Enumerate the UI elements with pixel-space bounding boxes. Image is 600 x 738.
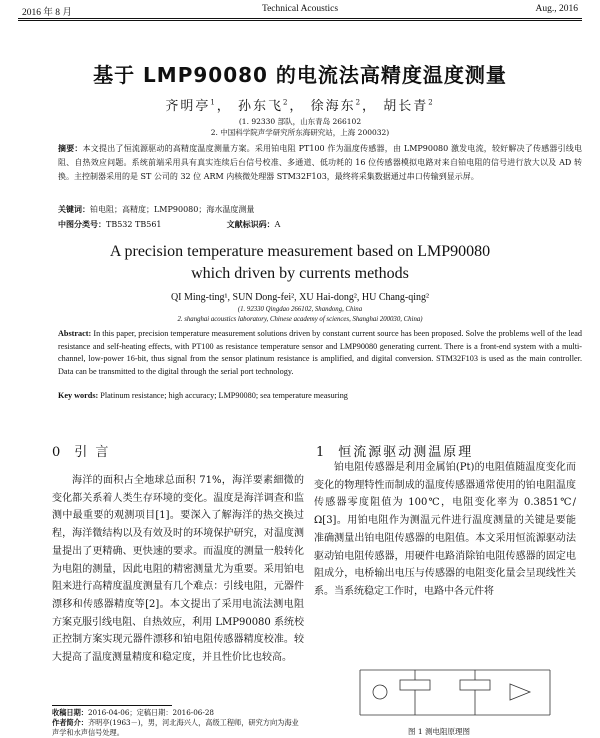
author-cn: 齐明亭 <box>165 99 211 114</box>
circuit-diagram <box>340 660 572 722</box>
header-month-en: Aug., 2016 <box>535 4 578 14</box>
author-cn: 徐海东 <box>310 99 356 114</box>
affiliation-en-2: 2. shanghai acoustics laboratory, Chinese academy of sciences, Shanghai 200030, China) <box>177 316 423 323</box>
header-journal: Technical Acoustics <box>261 4 339 14</box>
header-rule-thin <box>18 20 582 21</box>
footnote-rule <box>52 705 172 706</box>
header-rule <box>18 18 582 19</box>
current-source-symbol <box>373 685 387 699</box>
amplifier-symbol <box>510 684 530 700</box>
section-heading-principle: 1 恒流源驱动测温原理 <box>316 445 474 460</box>
affiliation-cn-1: (1. 92330 部队，山东青岛 266102 <box>238 117 362 126</box>
header-date: 2016 年 8 月 <box>22 8 72 18</box>
author-cn: 孙东飞 <box>237 99 283 114</box>
affiliation-cn-2: 2. 中国科学院声学研究所东海研究站，上海 200032) <box>210 128 390 137</box>
footnote: 收稿日期：2016-04-06；定稿日期：2016-06-28 作者简介：齐明亭(1963－)，男，河北海兴人，高级工程师，研究方向为海业声学和水声信号处理。 <box>52 708 299 737</box>
author-cn: 胡长青 <box>383 99 429 114</box>
authors-cn: 齐明亭$^1$， 孙东飞$^2$， 徐海东$^2$， 胡长青$^2$ <box>165 98 435 114</box>
section-heading-intro: 0 引 言 <box>52 445 111 460</box>
authors-en: QI Ming-ting¹, SUN Dong-fei², XU Hai-dong², HU Chang-qing² <box>170 292 430 303</box>
abstract-en: Abstract: In this paper, precision temperature measurement solutions driven by constant current source has been proposed. Solve the problems well of the lead resistance and self-heating effects, with PT100 as resistance temperature sensor and LMP90080 generating current. There is a front-end system with a multi-channel, low-power 16-bit, thus signal from the sensor platinum resistance is amplified, and digital conversion. STM32F103 is used as the main controller. Data can be transmitted to the digital through the serial port technology. <box>58 329 583 376</box>
page-title-en: A precision temperature measurement based on LMP90080 which driven by currents methods <box>109 243 491 282</box>
page-title-cn: 基于 LMP90080 的电流法高精度温度测量 <box>93 63 507 87</box>
principle-paragraph: 铂电阻传感器是利用金属铂(Pt)的电阻值随温度变化而变化的物理特性而制成的温度传感器通常使用的铂电阻温度传感器零度阻值为 100℃，电阻变化率为 0.3851℃/Ω[3]。用铂电阻作为测温元件进行温度测量的关键是要能准确测量出铂电阻传感器的电阻值。本文采用恒流源驱动法驱动铂电阻传感器，用硬件电路消除铂电阻传感器的固定电阻成分，电桥输出电压与传感器的电阻变化量会呈现线性关系。当系统稳定工作时，电路中各元件将 <box>314 462 576 597</box>
resistor-symbol <box>460 680 490 690</box>
keywords-en: Key words: Platinum resistance; high accuracy; LMP90080; sea temperature measuring <box>58 391 348 400</box>
abstract-cn: 摘要：本文提出了恒流源驱动的高精度温度测量方案。采用铂电阻 PT100 作为温度传感器，由 LMP90080 激发电流，较好解决了传感器引线电阻、自热效应问题。系统前端采用具有真实连续后台信号校准、多通道、低功耗的 16 位传感器模拟电路对来自铂电阻的信号进行放大以及 AD 转换。主控制器采用的是 ST 公司的 32 位 ARM 内核微处理器 STM32F103，最终将采集数据通过串口传输到显示屏。 <box>58 144 582 181</box>
affiliation-en-1: (1. 92330 Qingdao 266102, Shandong, China <box>237 306 363 313</box>
intro-paragraph: 海洋的面积占全地球总面积 71%，海洋要素細微的变化都关系着人类生存环境的变化。温度是海洋调查和监测中最重要的观测项目[1]。要深入了解海洋的热交换过程，海洋微结构以及有效及时的环境保护研究，对温度测量提出了更精确、更快速的要求。而温度的测量一般转化为电阻的测量，因此电阻的精密测量尤为重要。采用铂电阻来进行高精度温度测量有几个难点：引线电阻，元器件漂移和传感器精度等[2]。本文提出了采用电流法测电阻方案克服引线电阻、自热效应，利用 LMP90080 系统校正控制方案实现元器件漂移和铂电阻传感器精度校准。较大提高了温度测量精度和稳定度，并且性价比也较高。 <box>52 475 304 664</box>
resistor-symbol <box>400 680 430 690</box>
keywords-cn: 关键词：铂电阻；高精度；LMP90080；海水温度测量 <box>58 205 255 214</box>
classification: 中图分类号：TB532 TB561 文献标识码：A <box>58 220 281 229</box>
figure-caption: 图 1 测电阻原理图 <box>408 727 471 736</box>
